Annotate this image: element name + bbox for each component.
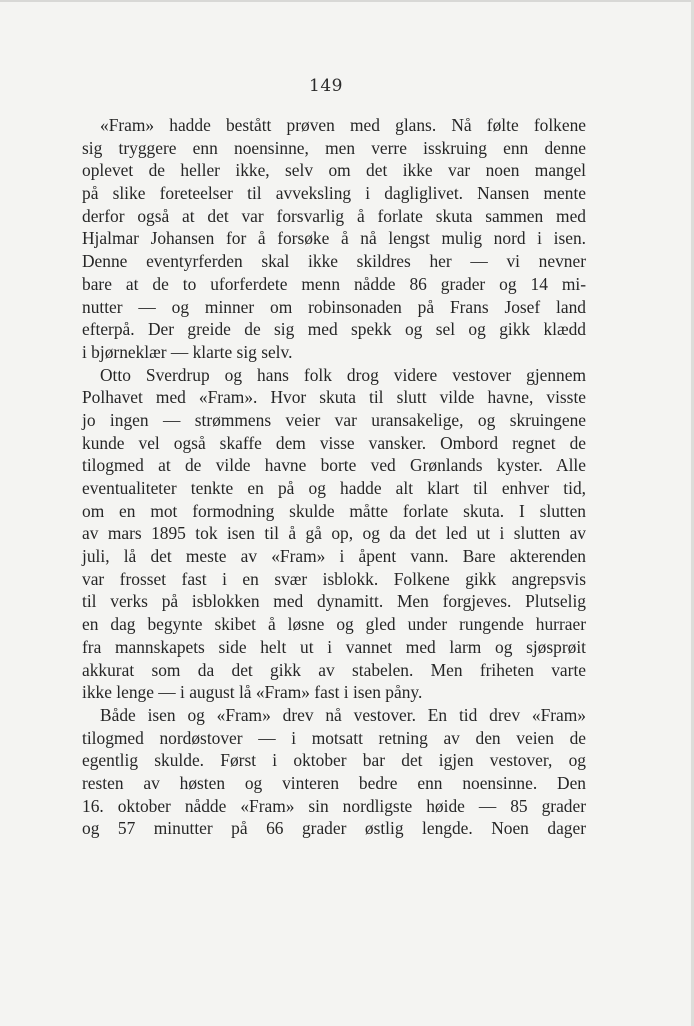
text-line: 16. oktober nådde «Fram» sin nordligste høide — 85 grader (82, 795, 586, 816)
page-number: 149 (309, 76, 343, 96)
text-line: derfor også at det var forsvarlig å forlate skuta sammen med (82, 205, 586, 226)
text-line: bare at de to uforferdete menn nådde 86 grader og 14 mi- (82, 273, 586, 294)
page-top-edge (0, 0, 694, 2)
text-line: tilogmed nordøstover — i motsatt retning av den veien de (82, 727, 586, 748)
text-line: efterpå. Der greide de sig med spekk og sel og gikk klædd (82, 319, 586, 340)
text-line: om en mot formodning skulde måtte forlate skuta. I slutten (82, 500, 586, 521)
text-line: i bjørneklær — klarte sig selv. (82, 341, 293, 362)
text-line: var frosset fast i en svær isblokk. Folkene gikk angrepsvis (82, 568, 586, 589)
body-text (82, 114, 586, 840)
text-line: Otto Sverdrup og hans folk drog videre vestover gjennem (100, 364, 586, 385)
paragraph (82, 114, 586, 364)
text-line: til verks på isblokken med dynamitt. Men forgjeves. Plutselig (82, 591, 586, 612)
text-line: nutter — og minner om robinsonaden på Frans Josef land (82, 296, 586, 317)
text-line: Denne eventyrferden skal ikke skildres her — vi nevner (82, 251, 586, 272)
text-line: sig tryggere enn noensinne, men verre isskruing enn denne (82, 137, 586, 158)
text-line: «Fram» hadde bestått prøven med glans. Nå følte folkene (100, 115, 586, 135)
text-line: egentlig skulde. Først i oktober bar det igjen vestover, og (82, 750, 586, 771)
paragraph (82, 704, 586, 840)
text-line: av mars 1895 tok isen til å gå op, og da det led ut i slutten av (82, 523, 586, 544)
text-line: fra mannskapets side helt ut i vannet med larm og sjøsprøit (82, 636, 586, 657)
text-line: oplevet de heller ikke, selv om det ikke var noen mangel (82, 160, 586, 181)
text-line: en dag begynte skibet å løsne og gled under rungende hurraer (82, 614, 586, 635)
text-line: og 57 minutter på 66 grader østlig lengde. Noen dager (82, 818, 586, 839)
text-line: Polhavet med «Fram». Hvor skuta til slutt vilde havne, visste (82, 387, 586, 408)
text-line: akkurat som da det gikk av stabelen. Men friheten varte (82, 659, 586, 680)
text-line: kunde vel også skaffe dem visse vansker. Ombord regnet de (82, 432, 586, 453)
text-line: juli, lå det meste av «Fram» i åpent vann. Bare akterenden (82, 546, 586, 567)
text-line: ikke lenge — i august lå «Fram» fast i isen påny. (82, 682, 423, 703)
text-line: jo ingen — strømmens veier var uransakelige, og skruingene (82, 409, 586, 430)
text-line: Hjalmar Johansen for å forsøke å nå lengst mulig nord i isen. (82, 228, 586, 249)
text-line: tilogmed at de vilde havne borte ved Grønlands kyster. Alle (82, 455, 586, 476)
text-line: Både isen og «Fram» drev nå vestover. En tid drev «Fram» (100, 704, 586, 725)
paragraph (82, 364, 586, 704)
text-line: på slike foreteelser til avveksling i dagliglivet. Nansen mente (82, 183, 586, 204)
text-line: eventualiteter tenkte en på og hadde alt klart til enhver tid, (82, 478, 586, 498)
text-line: resten av høsten og vinteren bedre enn noensinne. Den (82, 772, 586, 793)
